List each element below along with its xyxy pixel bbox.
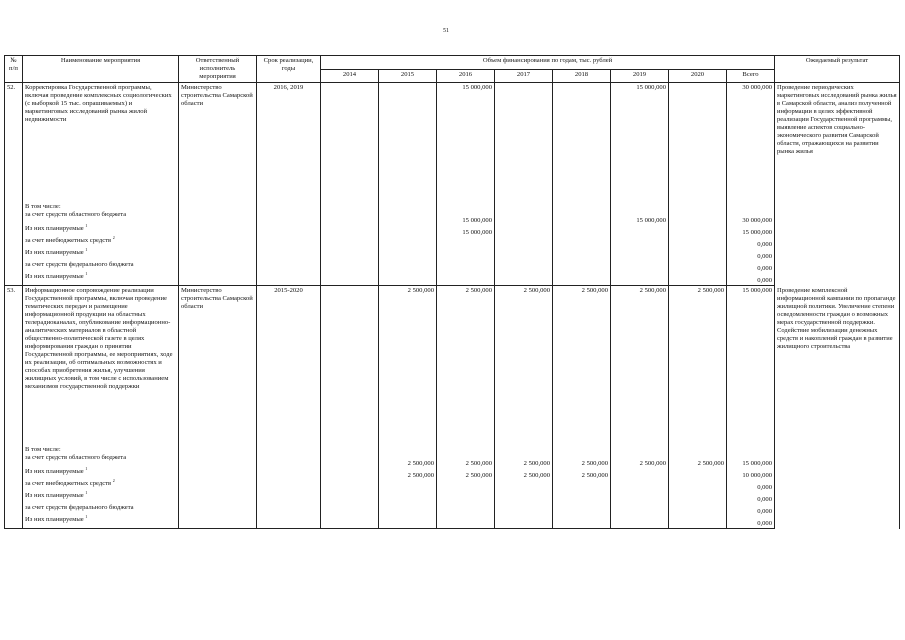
sub-period-cell (257, 249, 321, 261)
sub-label (23, 270, 179, 286)
year-header: 2019 (611, 69, 669, 83)
item-number: 53. (5, 286, 23, 447)
sub-num-cell (5, 492, 23, 504)
sub-label-text: за счет внебюджетных средств (25, 480, 112, 487)
sub-label (23, 234, 179, 249)
sub-label-text: В том числе: за счет средств областного бюджета (25, 446, 127, 461)
sub-value-cell: 2 500,000 (669, 446, 727, 468)
sub-num-cell (5, 261, 23, 273)
value-cell (495, 83, 553, 204)
sub-value-cell: 2 500,000 (553, 446, 611, 468)
sub-value-cell: 2 500,000 (379, 468, 437, 480)
sub-label-text: за счет средств федерального бюджета (25, 261, 134, 268)
sub-value-cell (495, 225, 553, 237)
sub-value-cell (321, 446, 379, 468)
sub-value-cell (437, 237, 495, 249)
sub-label (23, 446, 179, 468)
sub-value-cell (321, 237, 379, 249)
sub-value-cell (321, 261, 379, 273)
sub-value-cell (553, 516, 611, 529)
sub-value-cell (379, 492, 437, 504)
year-header: 2016 (437, 69, 495, 83)
sub-value-cell (669, 225, 727, 237)
sub-value-cell: 2 500,000 (495, 468, 553, 480)
sub-row (5, 249, 900, 261)
footnote-mark: 1 (85, 270, 88, 276)
sub-value-cell (611, 504, 669, 516)
sub-value-cell (495, 504, 553, 516)
sub-value-cell (553, 225, 611, 237)
sub-num-cell (5, 225, 23, 237)
sub-value-cell (611, 516, 669, 529)
sub-period-cell (257, 468, 321, 480)
item-number: 52. (5, 83, 23, 204)
value-cell (553, 83, 611, 204)
value-cell: 15 000,000 (611, 83, 669, 204)
sub-value-cell (669, 480, 727, 492)
sub-value-cell (437, 516, 495, 529)
sub-value-cell (495, 516, 553, 529)
sub-value-cell: 2 500,000 (437, 446, 495, 468)
sub-value-cell (611, 237, 669, 249)
sub-value-cell: 2 500,000 (611, 446, 669, 468)
sub-value-cell (611, 480, 669, 492)
value-cell: 2 500,000 (437, 286, 495, 447)
sub-value-cell: 15 000,000 (437, 225, 495, 237)
sub-period-cell (257, 504, 321, 516)
sub-value-cell: 15 000,000 (727, 446, 775, 468)
sub-responsible-cell (179, 504, 257, 516)
sub-row (5, 203, 900, 225)
value-cell (669, 83, 727, 204)
sub-num-cell (5, 237, 23, 249)
sub-value-cell (669, 516, 727, 529)
item-responsible: Министерство строительства Самарской области (179, 286, 257, 447)
sub-period-cell (257, 237, 321, 249)
sub-period-cell (257, 492, 321, 504)
sub-value-cell (495, 249, 553, 261)
sub-value-cell (611, 249, 669, 261)
sub-value-cell: 30 000,000 (727, 203, 775, 225)
sub-value-cell: 0,000 (727, 249, 775, 261)
funding-table (4, 55, 900, 529)
sub-value-cell (611, 225, 669, 237)
sub-value-cell (495, 273, 553, 286)
sub-label-text: за счет средств федерального бюджета (25, 504, 134, 511)
value-cell (321, 83, 379, 204)
footnote-mark: 1 (85, 489, 88, 495)
sub-value-cell (553, 249, 611, 261)
sub-value-cell (379, 504, 437, 516)
sub-value-cell (321, 273, 379, 286)
sub-value-cell (611, 468, 669, 480)
sub-value-cell (437, 273, 495, 286)
sub-responsible-cell (179, 261, 257, 273)
sub-value-cell (611, 492, 669, 504)
sub-value-cell (553, 504, 611, 516)
sub-row (5, 446, 900, 468)
sub-value-cell (321, 504, 379, 516)
sub-responsible-cell (179, 516, 257, 529)
item-name: Информационное сопровождение реализации Государственной программы, включая проведение тематических передач и размещение информационной продукции на областных телерадиоканалах, опубликование информационно-аналитических материалов в областной общественно-политической газете в целях информирования граждан о принятии Государственной программы, ее мероприятиях, ходе их реализации, об оптимальных возможностях и способах приобретения жилья, улучшения жилищных условий, в том числе с использованием механизмов государственной поддержки (23, 286, 179, 447)
sub-label-text: Из них планируемые (25, 273, 84, 280)
sub-row (5, 225, 900, 237)
sub-value-cell (321, 480, 379, 492)
sub-value-cell (495, 261, 553, 273)
sub-num-cell (5, 446, 23, 468)
sub-value-cell (379, 273, 437, 286)
sub-label (23, 477, 179, 492)
sub-value-cell: 0,000 (727, 237, 775, 249)
value-cell: 30 000,000 (727, 83, 775, 204)
sub-value-cell (495, 480, 553, 492)
sub-value-cell (611, 273, 669, 286)
sub-value-cell (379, 249, 437, 261)
sub-value-cell (553, 237, 611, 249)
sub-value-cell: 2 500,000 (495, 446, 553, 468)
sub-value-cell: 0,000 (727, 516, 775, 529)
sub-value-cell: 0,000 (727, 492, 775, 504)
sub-label (23, 246, 179, 261)
sub-responsible-cell (179, 203, 257, 225)
sub-value-cell: 10 000,000 (727, 468, 775, 480)
sub-value-cell (321, 249, 379, 261)
sub-value-cell (437, 504, 495, 516)
footnote-mark: 1 (85, 246, 88, 252)
sub-row (5, 261, 900, 273)
sub-value-cell: 15 000,000 (727, 225, 775, 237)
col-period-header: Срок реализации, годы (257, 56, 321, 83)
table-row (5, 83, 900, 204)
sub-value-cell (495, 237, 553, 249)
sub-value-cell: 2 500,000 (379, 446, 437, 468)
value-cell (379, 83, 437, 204)
sub-label-text: В том числе: за счет средств областного бюджета (25, 203, 127, 218)
sub-row (5, 504, 900, 516)
sub-value-cell (321, 492, 379, 504)
sub-label (23, 504, 179, 516)
sub-num-cell (5, 249, 23, 261)
sub-value-cell (669, 203, 727, 225)
value-cell: 15 000,000 (437, 83, 495, 204)
sub-label-text: Из них планируемые (25, 468, 84, 475)
sub-value-cell: 2 500,000 (553, 468, 611, 480)
sub-num-cell (5, 273, 23, 286)
sub-value-cell (379, 480, 437, 492)
sub-label-text: за счет внебюджетных средств (25, 237, 112, 244)
sub-period-cell (257, 261, 321, 273)
sub-responsible-cell (179, 446, 257, 468)
sub-value-cell: 15 000,000 (437, 203, 495, 225)
sub-label (23, 513, 179, 529)
sub-label-text: Из них планируемые (25, 225, 84, 232)
sub-value-cell (379, 516, 437, 529)
table-row (5, 286, 900, 447)
sub-value-cell (437, 480, 495, 492)
sub-responsible-cell (179, 273, 257, 286)
sub-value-cell (321, 468, 379, 480)
sub-value-cell: 0,000 (727, 273, 775, 286)
sub-value-cell (553, 492, 611, 504)
sub-row (5, 237, 900, 249)
value-cell: 2 500,000 (379, 286, 437, 447)
sub-period-cell (257, 480, 321, 492)
header-row (5, 56, 900, 70)
sub-value-cell (321, 516, 379, 529)
sub-row (5, 273, 900, 286)
sub-value-cell (495, 492, 553, 504)
item-period: 2016, 2019 (257, 83, 321, 204)
item-name: Корректировка Государственной программы, включая проведение комплексных социологических (с выборкой 15 тыс. опрашиваемых) и маркетинговых исследований рынка жилой недвижимости (23, 83, 179, 204)
sub-value-cell (437, 249, 495, 261)
sub-value-cell (669, 492, 727, 504)
sub-label (23, 203, 179, 225)
year-header: 2014 (321, 69, 379, 83)
sub-value-cell (553, 203, 611, 225)
sub-responsible-cell (179, 249, 257, 261)
value-cell: 15 000,000 (727, 286, 775, 447)
sub-period-cell (257, 273, 321, 286)
sub-value-cell (495, 203, 553, 225)
value-cell (321, 286, 379, 447)
sub-num-cell (5, 480, 23, 492)
sub-label (23, 261, 179, 273)
footnote-mark: 1 (85, 465, 88, 471)
sub-period-cell (257, 225, 321, 237)
sub-value-cell (321, 225, 379, 237)
col-result-header: Ожидаемый результат (775, 56, 900, 83)
sub-row (5, 516, 900, 529)
sub-value-cell (669, 261, 727, 273)
sub-value-cell (553, 273, 611, 286)
sub-value-cell (379, 225, 437, 237)
sub-value-cell: 15 000,000 (611, 203, 669, 225)
year-header: 2020 (669, 69, 727, 83)
sub-label-text: Из них планируемые (25, 249, 84, 256)
sub-value-cell (669, 273, 727, 286)
sub-value-cell (669, 237, 727, 249)
value-cell: 2 500,000 (495, 286, 553, 447)
sub-responsible-cell (179, 468, 257, 480)
sub-label (23, 489, 179, 504)
sub-value-cell: 0,000 (727, 480, 775, 492)
sub-value-cell (379, 237, 437, 249)
item-period: 2015-2020 (257, 286, 321, 447)
year-header: 2015 (379, 69, 437, 83)
sub-num-cell (5, 468, 23, 480)
sub-responsible-cell (179, 237, 257, 249)
sub-period-cell (257, 516, 321, 529)
sub-value-cell (379, 203, 437, 225)
sub-responsible-cell (179, 225, 257, 237)
sub-value-cell: 0,000 (727, 504, 775, 516)
footnote-mark: 1 (85, 513, 88, 519)
sub-value-cell (553, 480, 611, 492)
sub-num-cell (5, 203, 23, 225)
item-responsible: Министерство строительства Самарской области (179, 83, 257, 204)
sub-responsible-cell (179, 492, 257, 504)
sub-value-cell (611, 261, 669, 273)
sub-value-cell: 2 500,000 (437, 468, 495, 480)
sub-value-cell (379, 261, 437, 273)
sub-value-cell (553, 261, 611, 273)
sub-num-cell (5, 516, 23, 529)
year-header: 2017 (495, 69, 553, 83)
item-result: Проведение периодических маркетинговых исследований рынка жилья в Самарской области, анализ полученной информации в целях эффективной реализации Государственной программы, выявление аспектов социально-экономического развития Самарской области, отражающихся на развитии рынка жилья (775, 83, 900, 286)
sub-label-text: Из них планируемые (25, 492, 84, 499)
sub-label (23, 465, 179, 480)
sub-period-cell (257, 446, 321, 468)
sub-value-cell (437, 261, 495, 273)
col-responsible-header: Ответственный исполнитель мероприятия (179, 56, 257, 83)
sub-num-cell (5, 504, 23, 516)
col-name-header: Наименование мероприятия (23, 56, 179, 83)
sub-row (5, 468, 900, 480)
sub-value-cell (669, 249, 727, 261)
sub-value-cell (669, 468, 727, 480)
col-num-header: № п/п (5, 56, 23, 83)
item-result: Проведение комплексной информационной кампании по пропаганде жилищной политики. Увеличение степени осведомленности граждан о возможных мерах государственной поддержки. Содействие мобилизации денежных средств и накоплений граждан в развитие жилищного строительства (775, 286, 900, 529)
sub-row (5, 480, 900, 492)
sub-label-text: Из них планируемые (25, 516, 84, 523)
value-cell: 2 500,000 (669, 286, 727, 447)
sub-period-cell (257, 203, 321, 225)
value-cell: 2 500,000 (611, 286, 669, 447)
footnote-mark: 2 (112, 234, 115, 240)
page-number: 51 (443, 28, 449, 34)
sub-responsible-cell (179, 480, 257, 492)
sub-label (23, 222, 179, 237)
year-header: 2018 (553, 69, 611, 83)
year-header: Всего (727, 69, 775, 83)
footnote-mark: 2 (112, 477, 115, 483)
value-cell: 2 500,000 (553, 286, 611, 447)
footnote-mark: 1 (85, 222, 88, 228)
sub-row (5, 492, 900, 504)
sub-value-cell: 0,000 (727, 261, 775, 273)
col-funding-header: Объем финансирования по годам, тыс. рублей (321, 56, 775, 70)
sub-value-cell (437, 492, 495, 504)
sub-value-cell (669, 504, 727, 516)
sub-value-cell (321, 203, 379, 225)
